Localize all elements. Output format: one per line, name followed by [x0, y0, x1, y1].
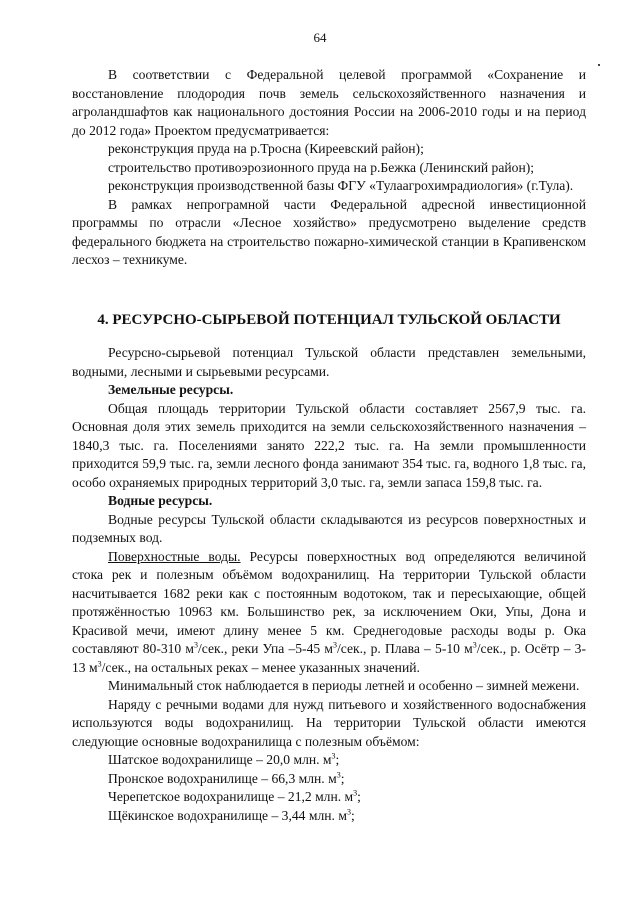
water-resources-heading: Водные ресурсы.	[108, 493, 213, 508]
surface-water-paragraph: Поверхностные воды. Ресурсы поверхностных вод определяются величиной стока рек и полезным объёмом водохранилищ. На территории Тульской области насчитывается 1682 реки как с постоянным водотоком, так и пересыхающие, общей протяжённостью 10963 км. Большинство рек, за исключением Оки, Упы, Дона и Красивой мечи, имеют длину менее 5 км. Среднегодовые расходы воды р. Ока составляют 80-310 $м^3$/сек., реки Упа –5-45 $м^3$/сек., р. Плава – 5-10 $м^3$/сек., р. Осётр – 3-13 $м^3$/сек., на остальных реках – менее указанных значений.	[72, 548, 587, 675]
program-item-3: реконструкция производственной базы ФГУ «Тулаагрохимрадиология» (г.Тула).	[108, 178, 574, 193]
section-body	[72, 344, 586, 825]
water-resources-text: Водные ресурсы Тульской области складываются из ресурсов поверхностных и подземных вод.	[72, 511, 586, 545]
intro-paragraph: В соответствии с Федеральной целевой программой «Сохранение и восстановление плодородия почв земель сельскохозяйственного назначения и агроландшафтов как национального достояния России на 2006-2010 годы и на период до 2012 года» Проектом предусматривается:	[72, 67, 586, 138]
reservoir-item: Щёкинское водохранилище – 3,44 млн. $м^3$;	[108, 806, 355, 823]
section-heading-block	[72, 311, 586, 330]
program-item-1: реконструкция пруда на р.Тросна (Киреевский район);	[108, 141, 424, 156]
reservoir-item: Черепетское водохранилище – 21,2 млн. $м^3$;	[108, 788, 361, 804]
forestry-paragraph: В рамках непрограмной части Федеральной адресной инвестиционной программы по отрасли «Лесное хозяйство» предусмотрено выделение средств федерального бюджета на строительство пожарно-химической станции в Крапивенском лесхоз – техникуме.	[72, 196, 586, 267]
page-number: 64	[313, 30, 327, 45]
surface-water-label: Поверхностные воды.	[108, 548, 241, 564]
resources-intro: Ресурсно-сырьевой потенциал Тульской области представлен земельными, водными, лесными и сырьевыми ресурсами.	[72, 345, 586, 379]
intro-block	[72, 66, 586, 270]
section-title: 4. РЕСУРСНО-СЫРЬЕВОЙ ПОТЕНЦИАЛ ТУЛЬСКОЙ ОБЛАСТИ	[97, 312, 561, 328]
scan-speck	[598, 64, 600, 66]
reservoirs-intro: Наряду с речными водами для нужд питьевого и хозяйственного водоснабжения используются воды водохранилищ. На территории Тульской области имеются следующие основные водохранилища с полезным объёмом:	[72, 696, 586, 749]
minimum-flow-paragraph: Минимальный сток наблюдается в периоды летней и особенно – зимней межени.	[108, 678, 580, 693]
land-resources-heading: Земельные ресурсы.	[108, 382, 234, 397]
land-resources-text: Общая площадь территории Тульской области составляет 2567,9 тыс. га. Основная доля этих земель приходится на земли сельскохозяйственного назначения – 1840,3 тыс. га. Поселениями занято 222,2 тыс. га. На земли промышленности приходится 59,9 тыс. га, земли лесного фонда занимают 354 тыс. га, водного 1,8 тыс. га, особо охраняемых природных территорий 3,0 тыс. га, земли запаса 159,8 тыс. га.	[72, 400, 586, 490]
reservoir-item: Пронское водохранилище – 66,3 млн. $м^3$;	[108, 769, 345, 786]
program-item-2: строительство противоэрозионного пруда на р.Бежка (Ленинский район);	[108, 159, 535, 175]
reservoir-item: Шатское водохранилище – 20,0 млн. $м^3$;	[108, 751, 340, 767]
